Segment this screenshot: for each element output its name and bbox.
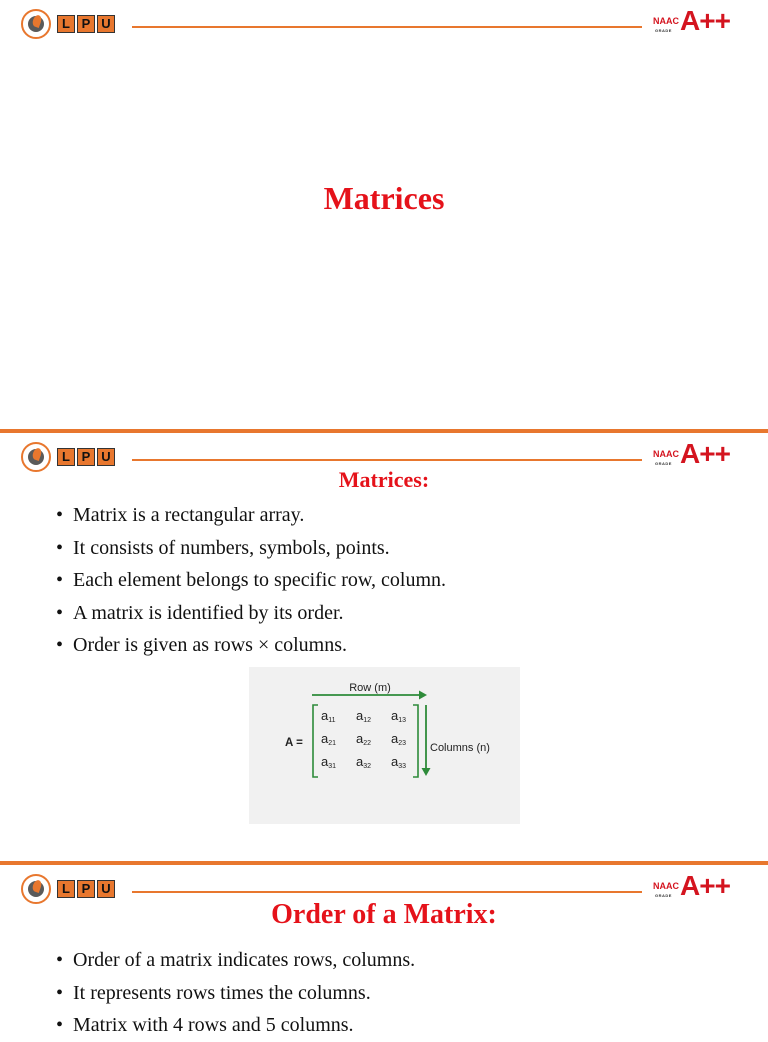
bullet-item: • It represents rows times the columns. bbox=[56, 977, 415, 1010]
bullet-item: • Order is given as rows × columns. bbox=[56, 629, 446, 662]
matrix-entry: a12 bbox=[356, 708, 372, 724]
logo-letter: U bbox=[97, 448, 115, 466]
bullet-list bbox=[56, 499, 446, 662]
slide-1 bbox=[0, 0, 768, 430]
logo-letter: U bbox=[97, 880, 115, 898]
matrix-entries bbox=[321, 708, 406, 770]
matrix-entry: a31 bbox=[321, 754, 337, 770]
logo-letter: P bbox=[77, 15, 95, 33]
lpu-logo bbox=[57, 880, 115, 898]
slide-header bbox=[0, 0, 768, 50]
naac-rating: A++ bbox=[680, 870, 730, 901]
matrix-entry: a23 bbox=[391, 731, 407, 747]
header-divider bbox=[132, 891, 642, 893]
bullet-item: • A matrix is identified by its order. bbox=[56, 597, 446, 630]
matrix-entry: a13 bbox=[391, 708, 407, 724]
matrix-order-diagram bbox=[249, 667, 520, 824]
logo-letter: P bbox=[77, 880, 95, 898]
logo-letter: L bbox=[57, 880, 75, 898]
column-arrowhead-icon bbox=[422, 768, 431, 776]
naac-rating: A++ bbox=[680, 5, 730, 36]
header-divider bbox=[132, 26, 642, 28]
lpu-logo bbox=[57, 448, 115, 466]
grade-label: GRADE bbox=[655, 461, 672, 466]
logo-letter: L bbox=[57, 15, 75, 33]
slide-title: Order of a Matrix: bbox=[271, 899, 497, 930]
grade-label: GRADE bbox=[655, 28, 672, 33]
matrix-entry: a21 bbox=[321, 731, 337, 747]
matrix-entry: a11 bbox=[321, 708, 336, 724]
column-label: Columns (n) bbox=[430, 742, 490, 754]
matrix-entry: a32 bbox=[356, 754, 372, 770]
matrix-entry: a22 bbox=[356, 731, 372, 747]
naac-label: NAAC bbox=[653, 881, 679, 891]
lpu-logo bbox=[57, 15, 115, 33]
bullet-item: • Matrix is a rectangular array. bbox=[56, 499, 446, 532]
left-bracket bbox=[313, 705, 318, 777]
naac-label: NAAC bbox=[653, 449, 679, 459]
slide-title: Matrices: bbox=[338, 467, 430, 492]
header-divider bbox=[132, 459, 642, 461]
logo-letter: U bbox=[97, 15, 115, 33]
slide-title: Matrices bbox=[323, 180, 445, 216]
grade-label: GRADE bbox=[655, 893, 672, 898]
row-label: Row (m) bbox=[349, 682, 391, 694]
bullet-list bbox=[56, 944, 415, 1042]
naac-rating: A++ bbox=[680, 438, 730, 469]
slide-3 bbox=[0, 865, 768, 1036]
logo-letter: L bbox=[57, 448, 75, 466]
right-bracket bbox=[413, 705, 418, 777]
matrix-name-label: A = bbox=[285, 737, 303, 749]
naac-label: NAAC bbox=[653, 16, 679, 26]
bullet-item: • Matrix with 4 rows and 5 columns. bbox=[56, 1009, 415, 1042]
bullet-item: • Order of a matrix indicates rows, columns. bbox=[56, 944, 415, 977]
logo-letter: P bbox=[77, 448, 95, 466]
bullet-item: • Each element belongs to specific row, column. bbox=[56, 564, 446, 597]
lpu-emblem-icon bbox=[21, 9, 51, 39]
bullet-item: • It consists of numbers, symbols, points. bbox=[56, 532, 446, 565]
matrix-entry: a33 bbox=[391, 754, 407, 770]
row-arrowhead-icon bbox=[419, 691, 427, 700]
